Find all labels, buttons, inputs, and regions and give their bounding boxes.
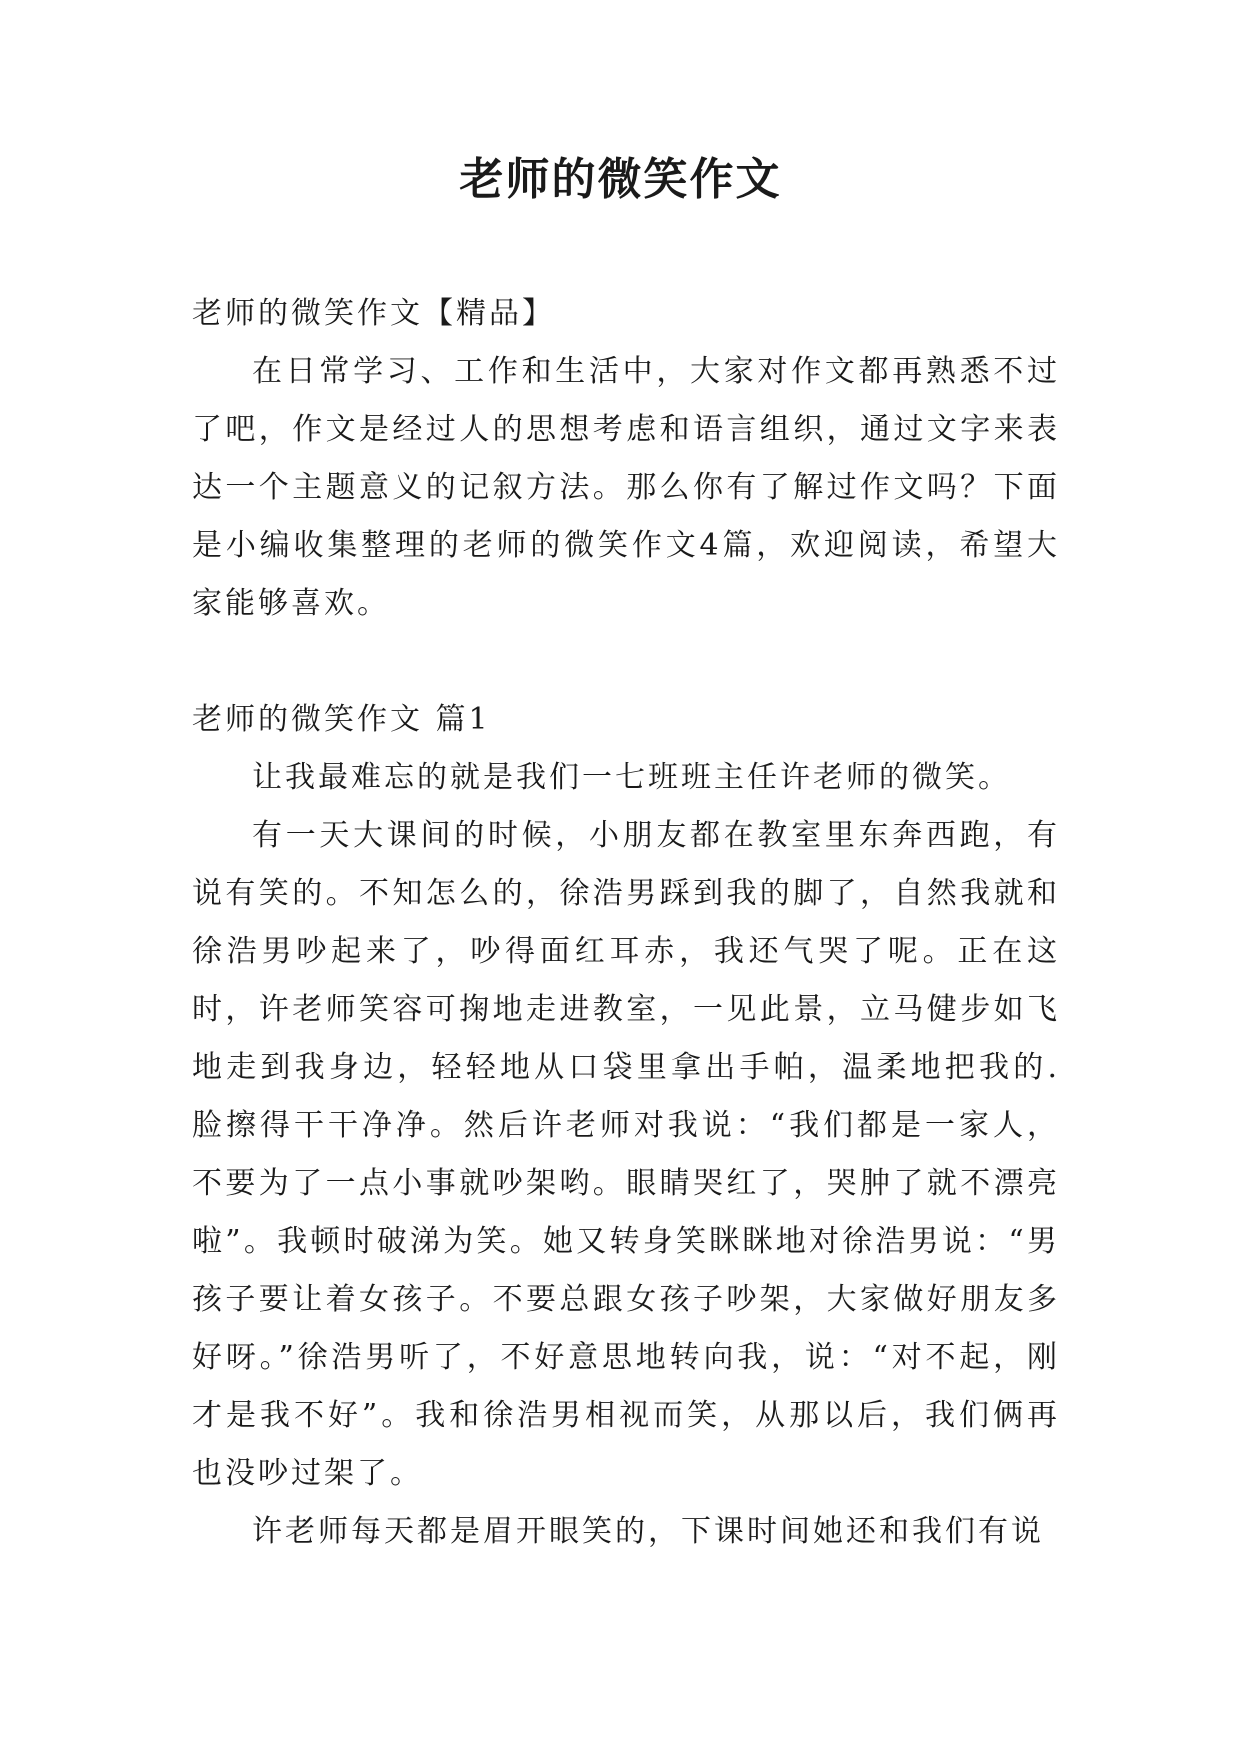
intro-paragraph: 在日常学习、工作和生活中，大家对作文都再熟悉不过了吧，作文是经过人的思想考虑和语言组织，通过文字来表达一个主题意义的记叙方法。那么你有了解过作文吗？下面是小编收集整理的老师的微笑作文4篇，欢迎阅读，希望大家能够喜欢。: [192, 354, 1060, 621]
document-title: 老师的微笑作文: [459, 154, 782, 205]
body-paragraph: 让我最难忘的就是我们一七班班主任许老师的微笑。: [252, 760, 1011, 795]
subtitle: 老师的微笑作文【精品】: [192, 296, 555, 331]
section-gap: [192, 633, 1060, 691]
document-body: [192, 285, 1060, 1561]
body-paragraph: 许老师每天都是眉开眼笑的，下课时间她还和我们有说: [252, 1514, 1044, 1549]
section-heading: 老师的微笑作文 篇1: [192, 702, 491, 737]
body-paragraph: 有一天大课间的时候，小朋友都在教室里东奔西跑，有说有笑的。不知怎么的，徐浩男踩到我的脚了，自然我就和徐浩男吵起来了，吵得面红耳赤，我还气哭了呢。正在这时，许老师笑容可掬地走进教室，一见此景，立马健步如飞地走到我身边，轻轻地从口袋里拿出手帕，温柔地把我的.脸擦得干干净净。然后许老师对我说：“我们都是一家人，不要为了一点小事就吵架哟。眼睛哭红了，哭肿了就不漂亮啦”。我顿时破涕为笑。她又转身笑眯眯地对徐浩男说：“男孩子要让着女孩子。不要总跟女孩子吵架，大家做好朋友多好呀。”徐浩男听了，不好意思地转向我，说：“对不起，刚才是我不好”。我和徐浩男相视而笑，从那以后，我们俩再也没吵过架了。: [192, 818, 1060, 1491]
